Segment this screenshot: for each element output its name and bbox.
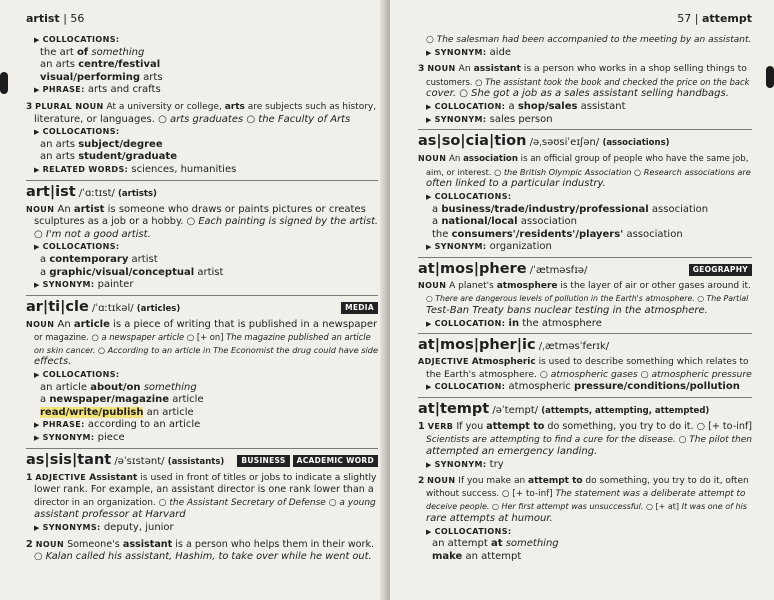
topic-tag: MEDIA — [341, 302, 378, 314]
entry-line: attempted an emergency landing. — [426, 446, 598, 458]
binding-hole-left — [0, 72, 8, 94]
inflected-forms: (artists) — [118, 188, 157, 199]
entry-line: without success. ○ [+ to-inf] The statement was a deliberate attempt to — [426, 489, 746, 500]
entry-line: an arts student/graduate — [40, 151, 177, 163]
entry-divider — [26, 180, 378, 181]
topic-tag: BUSINESS — [237, 455, 289, 467]
entry-divider — [418, 397, 752, 398]
entry-line: ADJECTIVE Atmospheric is used to describe something which relates to — [418, 357, 749, 368]
headword-text: at|mos|phere — [418, 260, 527, 277]
entry-line: ▶ SYNONYMS: deputy, junior — [34, 522, 174, 533]
right-page-number: 57 — [677, 12, 692, 25]
entry-line: ▶ COLLOCATIONS: — [34, 370, 120, 380]
entry-line: ▶ SYNONYM: piece — [34, 432, 125, 444]
phonetic: /ˈɑːtɪkəl/ — [88, 302, 137, 314]
entry-line: NOUN An association is an official group of people who have the same job, — [418, 154, 749, 165]
entry-line: 3 NOUN An assistant is a person who works in a shop selling things to — [418, 63, 747, 75]
entry-line: ▶ PHRASE: arts and crafts — [34, 84, 161, 96]
entry-line: an arts subject/degree — [40, 138, 163, 150]
headword-text: as|so|cia|tion — [418, 133, 527, 150]
entry-line: a national/local association — [432, 216, 578, 228]
entry-line: ○ There are dangerous levels of pollution in the Earth's atmosphere. ○ The Partial — [426, 293, 749, 303]
headword-text: at|mos|pher|ic — [418, 337, 536, 354]
right-running-head — [418, 12, 752, 26]
entry-line: ▶ COLLOCATIONS: — [34, 35, 120, 44]
entry-line: 2 NOUN If you make an attempt to do something, you try to do it, often — [418, 476, 749, 487]
headword-text: as|sis|tant — [26, 451, 112, 468]
left-page-number: 56 — [70, 12, 85, 25]
entry-line: make an attempt — [432, 551, 522, 562]
phonetic: /ˌætməsˈferɪk/ — [535, 341, 610, 353]
binding-hole-right — [766, 66, 774, 88]
right-head-separator: | — [694, 12, 699, 25]
entry-line: ▶ COLLOCATIONS: — [426, 526, 512, 536]
left-page-body — [26, 34, 378, 564]
inflected-forms: (assistants) — [167, 456, 225, 467]
entry-divider — [418, 257, 752, 258]
phonetic: /ˈætməsfɪə/ — [526, 264, 588, 276]
entry-line: customers. ○ The assistant took the book and checked the price on the back — [426, 76, 750, 87]
entry-divider — [26, 295, 378, 296]
entry-line: cover. ○ She got a job as a sales assistant selling handbags. — [426, 88, 729, 100]
headword-text: ar|ti|cle — [26, 298, 89, 315]
phonetic: /ˈɑːtɪst/ — [75, 187, 119, 199]
entry-line: ▶ COLLOCATION: atmospheric pressure/conditions/pollution — [426, 381, 740, 393]
entry-headword — [418, 260, 752, 280]
entry-line: a contemporary artist — [40, 253, 158, 265]
entry-line: an article about/on something — [40, 381, 197, 393]
entry-line: ▶ COLLOCATION: a shop/sales assistant — [426, 100, 626, 112]
phonetic: /əˈsɪstənt/ — [111, 455, 168, 467]
entry-line: lower rank. For example, an assistant director is one rank lower than a — [34, 484, 374, 496]
entry-line: visual/performing arts — [40, 71, 163, 83]
entry-line: 1 ADJECTIVE Assistant is used in front of titles or jobs to indicate a slightly — [26, 471, 377, 483]
entry-line: NOUN A planet's atmosphere is the layer of air or other gases around it. — [418, 280, 751, 291]
entry-line: ○ I'm not a good artist. — [34, 228, 151, 240]
entry-line: ▶ RELATED WORDS: sciences, humanities — [34, 163, 237, 175]
right-guide-word: attempt — [702, 12, 752, 25]
entry-line: the art of something — [40, 46, 145, 58]
phonetic: /əˌsəʊsiˈeɪʃən/ — [526, 137, 603, 149]
entry-line: ○ Kalan called his assistant, Hashim, to take over while he went out. — [34, 551, 372, 563]
entry-line: deceive people. ○ Her first attempt was unsuccessful. ○ [+ at] It was one of his — [426, 501, 747, 511]
entry-line: often linked to a particular industry. — [426, 178, 606, 190]
left-guide-word: artist — [26, 12, 60, 25]
entry-divider — [418, 333, 752, 334]
entry-line: on skin cancer. ○ According to an article in The Economist the drug could have side — [34, 344, 378, 355]
inflected-forms: (articles) — [136, 303, 181, 314]
entry-line: ▶ COLLOCATIONS: — [34, 242, 120, 252]
entry-line: sculptures as a job or a hobby. ○ Each painting is signed by the artist. — [34, 216, 379, 228]
entry-line: the Earth's atmosphere. ○ atmospheric gases ○ atmospheric pressure — [426, 368, 752, 380]
entry-headword — [26, 451, 378, 472]
entry-line: aim, or interest. ○ the British Olympic Association ○ Research associations are — [426, 166, 751, 177]
entry-line: a business/trade/industry/professional association — [432, 203, 709, 215]
entry-line: director in an organization. ○ the Assistant Secretary of Defense ○ a young — [34, 497, 376, 508]
phonetic: /əˈtempt/ — [489, 405, 542, 417]
topic-tag: GEOGRAPHY — [689, 264, 752, 276]
entry-line: assistant professor at Harvard — [34, 509, 186, 521]
entry-line: NOUN An article is a piece of writing that is published in a newspaper — [26, 318, 378, 330]
entry-line: an arts centre/festival — [40, 59, 161, 71]
entry-line: read/write/publish an article — [40, 406, 194, 418]
entry-line: literature, or languages. ○ arts graduates ○ the Faculty of Arts — [34, 113, 351, 125]
headword-text: at|tempt — [418, 401, 490, 418]
entry-headword — [26, 298, 378, 319]
entry-line: ▶ COLLOCATIONS: — [426, 191, 512, 201]
entry-line: Test-Ban Treaty bans nuclear testing in the atmosphere. — [426, 305, 708, 317]
inflected-forms: (associations) — [602, 138, 670, 149]
entry-headword — [26, 183, 378, 204]
entry-line: ▶ PHRASE: according to an article — [34, 419, 201, 431]
right-page — [390, 0, 774, 600]
entry-line: NOUN An artist is someone who draws or paints pictures or creates — [26, 203, 366, 215]
entry-divider — [418, 129, 752, 130]
entry-line: a newspaper/magazine article — [40, 394, 204, 406]
entry-line: effects. — [34, 356, 72, 368]
entry-line: ▶ COLLOCATIONS: — [34, 127, 120, 137]
entry-line: Scientists are attempting to find a cure for the disease. ○ The pilot then — [426, 434, 752, 445]
entry-headword — [418, 132, 752, 153]
entry-line: ▶ SYNONYM: try — [426, 458, 504, 470]
entry-line: ▶ SYNONYM: sales person — [426, 113, 553, 125]
entry-headword — [418, 336, 752, 356]
entry-line: an attempt at something — [432, 538, 559, 550]
entry-line: a graphic/visual/conceptual artist — [40, 266, 224, 278]
entry-line: ▶ SYNONYM: organization — [426, 241, 552, 253]
entry-headword — [418, 400, 752, 421]
entry-line: or magazine. ○ a newspaper article ○ [+ on] The magazine published an article — [34, 332, 371, 343]
entry-line: rare attempts at humour. — [426, 513, 553, 525]
entry-divider — [26, 448, 378, 449]
right-page-body — [418, 34, 752, 564]
entry-line: ▶ SYNONYM: painter — [34, 279, 134, 291]
entry-line: 2 NOUN Someone's assistant is a person who helps them in their work. — [26, 538, 375, 550]
entry-line: ▶ SYNONYM: aide — [426, 46, 512, 58]
entry-line: 3 PLURAL NOUN At a university or college, arts are subjects such as history, — [26, 101, 377, 112]
entry-line: 1 VERB If you attempt to do something, you try to do it. ○ [+ to-inf] — [418, 421, 753, 433]
headword-text: art|ist — [26, 183, 76, 200]
topic-tag: ACADEMIC WORD — [293, 455, 378, 467]
entry-line: the consumers'/residents'/players' association — [432, 228, 683, 240]
left-head-separator: | — [63, 12, 67, 25]
entry-line: ○ The salesman had been accompanied to the meeting by an assistant. — [426, 35, 752, 45]
left-running-head — [26, 12, 378, 26]
inflected-forms: (attempts, attempting, attempted) — [541, 406, 710, 417]
entry-line: ▶ COLLOCATION: in the atmosphere — [426, 317, 602, 329]
